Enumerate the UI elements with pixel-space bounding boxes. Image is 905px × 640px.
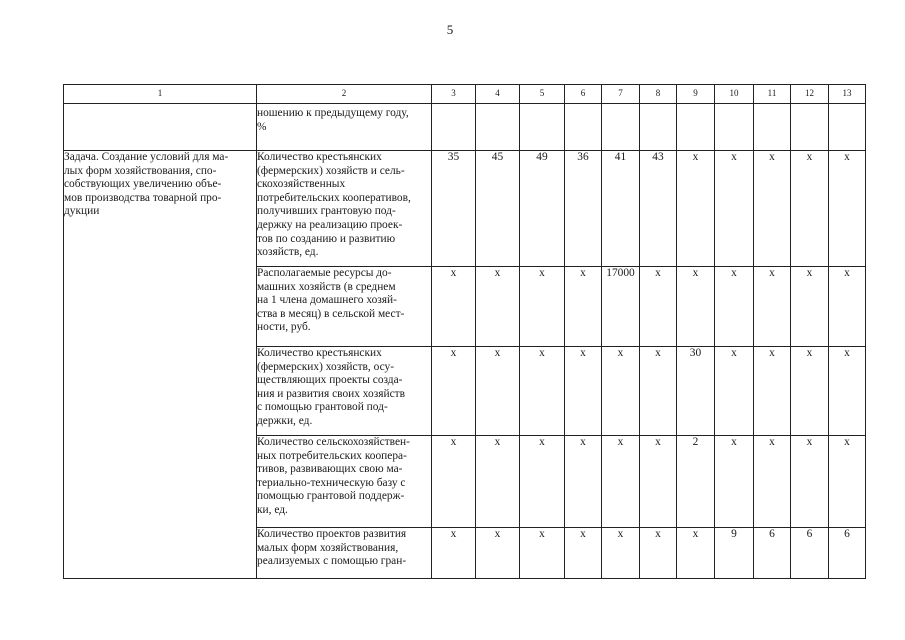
task-cell <box>64 104 257 151</box>
value-cell: x <box>476 267 520 347</box>
value-cell: x <box>565 267 602 347</box>
value-cell: x <box>432 528 476 579</box>
value-cell <box>520 104 565 151</box>
value-cell: x <box>791 151 829 267</box>
value-cell: x <box>715 347 754 436</box>
column-header-2: 2 <box>257 85 432 104</box>
value-cell: x <box>520 347 565 436</box>
value-cell: x <box>520 267 565 347</box>
indicator-cell <box>257 151 432 267</box>
indicator-text: Располагаемые ресурсы до- машних хозяйств (в среднем на 1 члена домашнего хозяй- ства в месяц) в сельской мест- ности, руб. <box>257 267 405 334</box>
indicator-text: Количество проектов развития малых форм хозяйствования, реализуемых с помощью гран- <box>257 528 407 568</box>
column-header-4: 4 <box>476 85 520 104</box>
indicator-text: ношению к предыдущему году, % <box>257 107 409 133</box>
value-cell: 17000 <box>602 267 640 347</box>
value-cell: x <box>565 528 602 579</box>
value-cell: 6 <box>829 528 866 579</box>
value-cell: x <box>565 347 602 436</box>
value-cell: 36 <box>565 151 602 267</box>
table-header-row <box>64 85 866 104</box>
value-cell: x <box>791 267 829 347</box>
column-header-8: 8 <box>640 85 677 104</box>
column-header-10: 10 <box>715 85 754 104</box>
column-header-13: 13 <box>829 85 866 104</box>
value-cell: 49 <box>520 151 565 267</box>
value-cell: x <box>432 267 476 347</box>
indicator-cell <box>257 528 432 579</box>
column-header-1: 1 <box>64 85 257 104</box>
value-cell <box>791 104 829 151</box>
value-cell: 30 <box>677 347 715 436</box>
indicator-text: Количество сельскохозяйствен- ных потребительских коопера- тивов, развивающих свою ма- териально-техническую базу с помощью грантовой поддерж- ки, ед. <box>257 436 410 516</box>
value-cell: x <box>432 347 476 436</box>
value-cell: x <box>640 267 677 347</box>
value-cell: x <box>754 267 791 347</box>
value-cell: x <box>520 528 565 579</box>
column-header-6: 6 <box>565 85 602 104</box>
value-cell: x <box>640 436 677 528</box>
indicator-text: Количество крестьянских (фермерских) хозяйств, осу- ществляющих проекты созда- ния и развития своих хозяйств с помощью грантовой под- держки, ед. <box>257 347 405 427</box>
column-header-12: 12 <box>791 85 829 104</box>
value-cell: 41 <box>602 151 640 267</box>
value-cell: 6 <box>791 528 829 579</box>
value-cell: x <box>715 151 754 267</box>
value-cell: x <box>715 436 754 528</box>
value-cell: 43 <box>640 151 677 267</box>
value-cell <box>602 104 640 151</box>
value-cell <box>432 104 476 151</box>
value-cell: x <box>791 347 829 436</box>
indicator-cell <box>257 436 432 528</box>
value-cell: x <box>476 436 520 528</box>
value-cell: 9 <box>715 528 754 579</box>
value-cell: x <box>754 436 791 528</box>
value-cell <box>476 104 520 151</box>
column-header-3: 3 <box>432 85 476 104</box>
value-cell: x <box>565 436 602 528</box>
value-cell: 35 <box>432 151 476 267</box>
value-cell: x <box>677 267 715 347</box>
indicator-cell <box>257 104 432 151</box>
value-cell: x <box>640 347 677 436</box>
value-cell: x <box>677 151 715 267</box>
column-header-9: 9 <box>677 85 715 104</box>
value-cell: 6 <box>754 528 791 579</box>
value-cell <box>754 104 791 151</box>
value-cell: x <box>602 347 640 436</box>
value-cell <box>640 104 677 151</box>
value-cell <box>565 104 602 151</box>
value-cell: x <box>602 436 640 528</box>
page-number: 5 <box>446 22 454 37</box>
value-cell: x <box>640 528 677 579</box>
indicator-text: Количество крестьянских (фермерских) хозяйств и сель- скохозяйственных потребительских кооперативов, получивших грантовую под- держку на реализацию проек- тов по созданию и развитию хозяйств, ед. <box>257 151 411 259</box>
column-header-5: 5 <box>520 85 565 104</box>
table-row <box>64 151 866 267</box>
value-cell: x <box>829 436 866 528</box>
table-row <box>64 104 866 151</box>
value-cell: x <box>520 436 565 528</box>
value-cell: x <box>432 436 476 528</box>
value-cell: x <box>829 151 866 267</box>
value-cell: x <box>476 528 520 579</box>
indicator-cell <box>257 347 432 436</box>
value-cell <box>829 104 866 151</box>
value-cell: x <box>791 436 829 528</box>
value-cell: x <box>754 151 791 267</box>
indicator-cell <box>257 267 432 347</box>
value-cell <box>715 104 754 151</box>
task-cell <box>64 151 257 579</box>
value-cell: x <box>715 267 754 347</box>
value-cell: x <box>829 347 866 436</box>
value-cell <box>677 104 715 151</box>
value-cell: 45 <box>476 151 520 267</box>
value-cell: x <box>677 528 715 579</box>
column-header-11: 11 <box>754 85 791 104</box>
value-cell: x <box>602 528 640 579</box>
value-cell: x <box>476 347 520 436</box>
value-cell: x <box>754 347 791 436</box>
value-cell: 2 <box>677 436 715 528</box>
value-cell: x <box>829 267 866 347</box>
column-header-7: 7 <box>602 85 640 104</box>
task-text: Задача. Создание условий для ма- лых форм хозяйствования, спо- собствующих увеличению объе- мов производства товарной про- дукции <box>64 151 229 218</box>
indicators-table <box>63 84 866 579</box>
